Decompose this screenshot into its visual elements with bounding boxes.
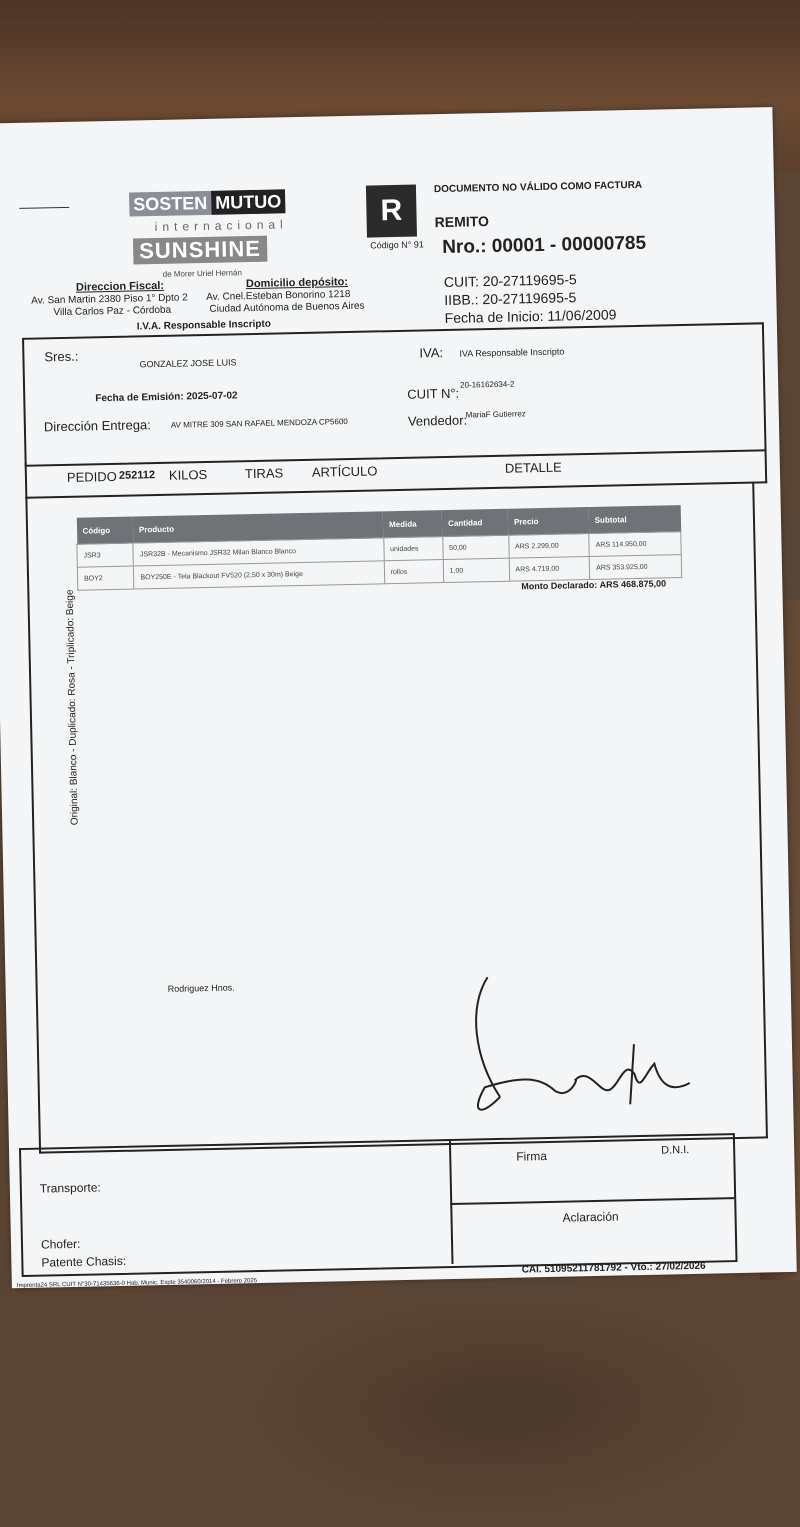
doc-type: REMITO: [434, 213, 490, 231]
direccion-value: AV MITRE 309 SAN RAFAEL MENDOZA CP5600: [170, 417, 348, 430]
column-header: Cantidad: [442, 509, 508, 537]
monto-value: ARS 468.875,00: [599, 578, 667, 590]
client-box: [22, 322, 767, 467]
iva-condition: I.V.A. Responsable Inscripto: [136, 318, 272, 333]
items-table: [76, 505, 682, 591]
table-cell: JSR32B - Mecanismo JSR32 Milan Blanco Blanco: [133, 538, 384, 566]
copies-legend: Original: Blanco - Duplicado: Rosa - Triplicado: Beige: [64, 589, 81, 826]
column-header: Precio: [508, 507, 589, 535]
column-header: Producto: [133, 511, 384, 543]
table-cell: rollos: [384, 560, 444, 584]
footer-hline: [450, 1197, 734, 1205]
dni-label: D.N.I.: [661, 1144, 690, 1157]
direccion-label: Dirección Entrega:: [43, 417, 151, 435]
iva-value: IVA Responsable Inscripto: [459, 346, 565, 359]
sosten-mutuo-logo: SOSTEN MUTUO: [129, 189, 285, 216]
column-header: Código: [76, 517, 133, 545]
table-cell: unidades: [383, 537, 443, 561]
articulo-label: ARTÍCULO: [311, 463, 378, 480]
fiscal-line2: Villa Carlos Paz - Córdoba: [53, 304, 172, 319]
remito-document: [0, 107, 797, 1288]
transport-footer: [19, 1133, 738, 1277]
column-header: Subtotal: [588, 505, 680, 533]
logo-owner: de Morer Uriel Hernán: [162, 268, 242, 279]
iva-label: IVA:: [419, 345, 444, 361]
fiscal-line1: Av. San Martin 2380 Piso 1° Dpto 2: [31, 292, 188, 307]
document-letter-box: R: [366, 185, 417, 238]
sunshine-logo: SUNSHINE: [133, 236, 267, 265]
patente-label: Patente Chasis:: [41, 1253, 127, 1270]
cuit-emisor: CUIT: 20-27119695-5: [443, 271, 577, 290]
monto-declarado: [521, 578, 666, 591]
vendedor-label: Vendedor:: [407, 412, 468, 429]
imprenta-line: Imprenta24 SRL CUIT N°30-71435636-0 Hab. Munic. Expte 3540060/2014 - Febrero 2025: [16, 1278, 258, 1290]
column-header: Medida: [383, 510, 443, 538]
firma-label: Firma: [516, 1149, 548, 1164]
table-cell: ARS 2.299,00: [508, 534, 589, 559]
cuit-label: CUIT N°:: [407, 385, 460, 402]
fecha-emision: Fecha de Emisión: 2025-07-02: [95, 390, 238, 405]
cai-line: CAI. 51095211781792 - Vto.: 27/02/2026: [521, 1260, 706, 1276]
iibb-emisor: IIBB.: 20-27119695-5: [444, 289, 577, 308]
document-code: Código N° 91: [370, 239, 424, 251]
tiras-label: TIRAS: [244, 465, 284, 482]
sres-label: Sres.:: [44, 348, 79, 365]
kilos-label: KILOS: [168, 466, 208, 483]
client-name: GONZALEZ JOSE LUIS: [139, 357, 237, 370]
pedido-label: PEDIDO: [66, 468, 117, 485]
logo-internacional: internacional: [154, 217, 288, 235]
note-text: Rodriguez Hnos.: [167, 982, 235, 994]
table-cell: BOY250E - Tela Blackout FV520 (2,50 x 30m) Beige: [134, 561, 385, 589]
deposito-line2: Ciudad Autónoma de Buenos Aires: [209, 300, 365, 315]
table-cell: ARS 4.719,00: [509, 556, 590, 581]
table-cell: 50,00: [442, 535, 508, 559]
monto-label: Monto Declarado:: [521, 579, 598, 592]
chofer-label: Chofer:: [40, 1236, 81, 1252]
table-cell: BOY2: [77, 566, 134, 590]
vendedor-value: MariaF Gutierrez: [465, 409, 526, 420]
cuit-value: 20-16162634-2: [460, 379, 515, 390]
doc-number: Nro.: 00001 - 00000785: [441, 232, 647, 259]
table-cell: ARS 353.925,00: [589, 555, 681, 580]
items-box: [25, 482, 768, 1154]
table-cell: ARS 114.950,00: [589, 532, 681, 557]
not-valid-notice: DOCUMENTO NO VÁLIDO COMO FACTURA: [433, 179, 643, 196]
table-cell: 1,00: [443, 558, 509, 582]
deposito-line1: Av. Cnel.Esteban Bonorino 1218: [206, 288, 351, 303]
aclaracion-label: Aclaración: [562, 1209, 619, 1225]
pedido-value: 252112: [118, 469, 156, 482]
table-cell: JSR3: [77, 543, 134, 567]
transporte-label: Transporte:: [39, 1180, 101, 1196]
deposito-title: Domicilio depósito:: [245, 275, 349, 291]
handwritten-signature: [457, 963, 710, 1128]
pen-mark: [19, 207, 69, 209]
fiscal-title: Direccion Fiscal:: [75, 279, 165, 294]
fecha-inicio: Fecha de Inicio: 11/06/2009: [444, 306, 617, 326]
detalle-label: DETALLE: [504, 459, 562, 476]
shadow: [244, 1292, 758, 1523]
